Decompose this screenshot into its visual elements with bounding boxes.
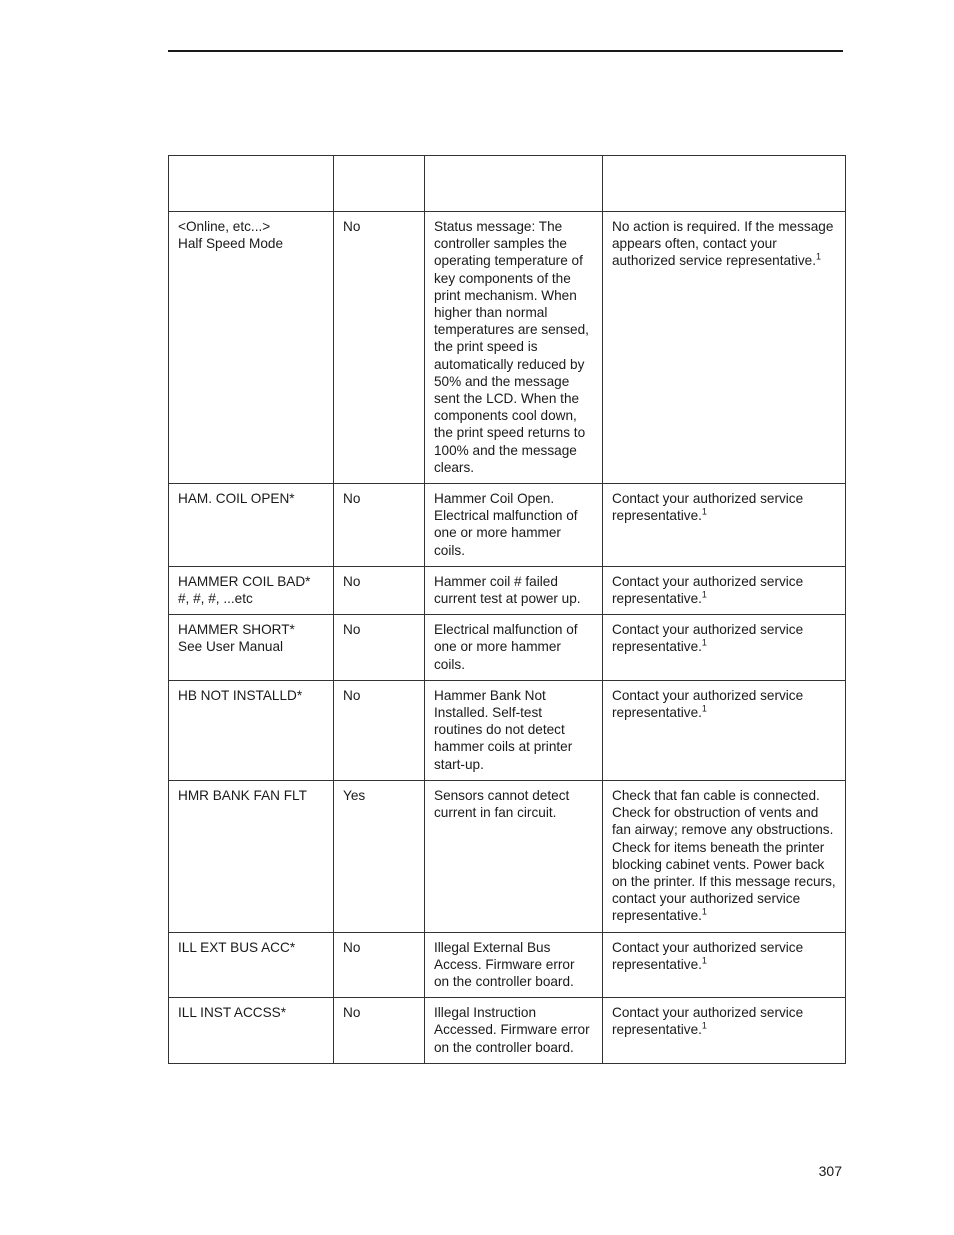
header-rule [168, 50, 843, 52]
header-cell-shutdown [334, 156, 425, 212]
explanation-cell: Hammer coil # failed current test at power up. [425, 566, 603, 614]
footnote-ref: 1 [701, 637, 707, 648]
message-line: ILL INST ACCSS* [178, 1005, 287, 1021]
shutdown-cell: No [334, 998, 425, 1064]
explanation-cell: Sensors cannot detect current in fan circuit. [425, 780, 603, 932]
message-line: Half Speed Mode [178, 236, 284, 252]
shutdown-cell: No [334, 615, 425, 681]
footnote-ref: 1 [816, 251, 822, 262]
table-row [169, 212, 846, 484]
solution-cell [603, 998, 846, 1064]
message-cell [169, 998, 334, 1064]
solution-cell [603, 932, 846, 998]
solution-cell [603, 566, 846, 614]
message-line: <Online, etc...> [178, 219, 271, 234]
explanation-cell: Hammer Bank Not Installed. Self-test routines do not detect hammer coils at printer start-up. [425, 680, 603, 780]
message-line: #, #, #, ...etc [178, 591, 253, 607]
shutdown-cell: No [334, 566, 425, 614]
message-line: HAMMER SHORT* [178, 622, 295, 638]
message-cell [169, 566, 334, 614]
table-row [169, 932, 846, 998]
footnote-ref: 1 [701, 506, 707, 517]
table-header-row [169, 156, 846, 212]
message-cell [169, 212, 334, 484]
shutdown-cell: Yes [334, 780, 425, 932]
message-cell [169, 932, 334, 998]
explanation-cell: Hammer Coil Open. Electrical malfunction of one or more hammer coils. [425, 484, 603, 567]
header-cell-message [169, 156, 334, 212]
footnote-ref: 1 [701, 1020, 707, 1031]
solution-cell [603, 780, 846, 932]
solution-text: Check that fan cable is connected. Check for obstruction of vents and fan airway; remove any obstructions. Check for items beneath the printer blocking cabinet vents. Power back on the printer. If this message recurs, contact your authorized service representative. [612, 787, 836, 924]
solution-text: Contact your authorized service representative. [612, 573, 804, 607]
message-line: ILL EXT BUS ACC* [178, 939, 296, 955]
message-cell [169, 680, 334, 780]
shutdown-cell: No [334, 680, 425, 780]
header-cell-solution [603, 156, 846, 212]
solution-text: No action is required. If the message appears often, contact your authorized service representative. [612, 219, 834, 269]
explanation-cell: Status message: The controller samples the operating temperature of key components of the print mechanism. When higher than normal temperatures are sensed, the print speed is automatically reduced by 50% and the message sent the LCD. When the components cool down, the print speed returns to 100% and the message clears. [425, 212, 603, 484]
solution-cell [603, 615, 846, 681]
explanation-cell: Illegal External Bus Access. Firmware error on the controller board. [425, 932, 603, 998]
message-cell [169, 780, 334, 932]
solution-text: Contact your authorized service representative. [612, 687, 804, 721]
explanation-cell: Illegal Instruction Accessed. Firmware error on the controller board. [425, 998, 603, 1064]
solution-text: Contact your authorized service representative. [612, 939, 804, 972]
footnote-ref: 1 [701, 955, 707, 966]
table-row [169, 484, 846, 567]
solution-text: Contact your authorized service representative. [612, 491, 804, 524]
solution-text: Contact your authorized service representative. [612, 622, 804, 655]
footnote-ref: 1 [701, 703, 707, 714]
shutdown-cell: No [334, 484, 425, 567]
footnote-ref: 1 [701, 589, 707, 600]
table-row [169, 615, 846, 681]
solution-cell [603, 484, 846, 567]
message-line: HMR BANK FAN FLT [178, 787, 307, 803]
error-message-table [168, 155, 846, 1064]
message-line: HAMMER COIL BAD* [178, 573, 311, 589]
table-row [169, 780, 846, 932]
solution-cell [603, 680, 846, 780]
solution-cell [603, 212, 846, 484]
solution-text: Contact your authorized service representative. [612, 1005, 804, 1038]
footnote-ref: 1 [701, 906, 707, 917]
message-line: HB NOT INSTALLD* [178, 687, 303, 703]
shutdown-cell: No [334, 932, 425, 998]
table-row [169, 680, 846, 780]
message-line: HAM. COIL OPEN* [178, 491, 295, 507]
message-line: See User Manual [178, 639, 284, 655]
header-cell-explanation [425, 156, 603, 212]
message-cell [169, 484, 334, 567]
table-row [169, 998, 846, 1064]
table-row [169, 566, 846, 614]
message-cell [169, 615, 334, 681]
shutdown-cell: No [334, 212, 425, 484]
page-number: 307 [818, 1163, 842, 1179]
explanation-cell: Electrical malfunction of one or more hammer coils. [425, 615, 603, 681]
